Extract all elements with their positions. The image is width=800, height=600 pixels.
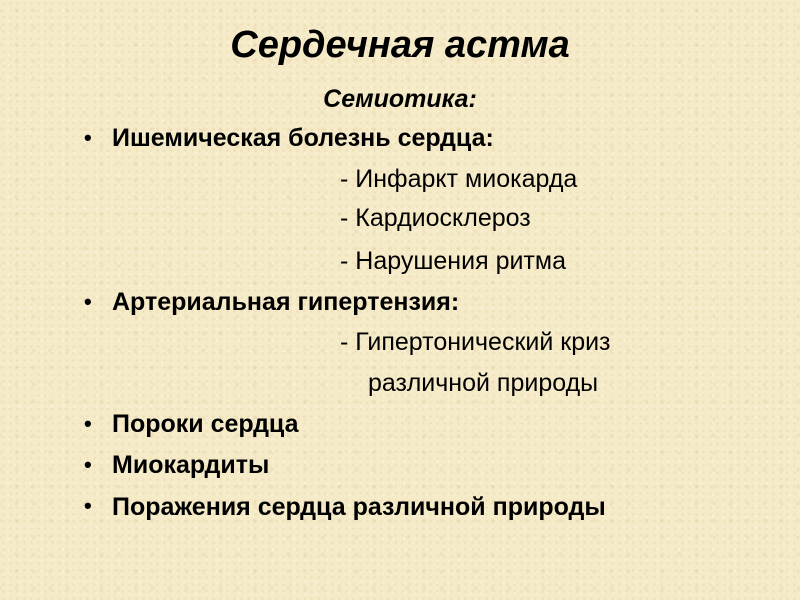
bullet-icon: • — [84, 411, 92, 436]
sub-item-arrhythmia: - Нарушения ритма — [340, 247, 566, 275]
sub-item-infarction: - Инфаркт миокарда — [340, 165, 578, 193]
sub-item-various-nature: различной природы — [368, 369, 599, 397]
list-item-label: Поражения сердца различной природы — [112, 493, 606, 521]
list-item-label: Ишемическая болезнь сердца: — [112, 124, 494, 152]
sub-item-hypertensive-crisis: - Гипертонический криз — [340, 328, 611, 356]
list-item-label: Пороки сердца — [112, 410, 299, 438]
bullet-icon: • — [84, 452, 92, 477]
slide-title: Сердечная астма — [230, 24, 570, 66]
list-item-label: Миокардиты — [112, 451, 270, 479]
list-item-label: Артериальная гипертензия: — [112, 288, 460, 316]
bullet-icon: • — [84, 289, 92, 314]
bullet-icon: • — [84, 125, 92, 150]
bullet-icon: • — [84, 493, 92, 518]
slide-subtitle: Семиотика: — [323, 85, 477, 113]
sub-item-cardiosclerosis: - Кардиосклероз — [340, 204, 531, 232]
